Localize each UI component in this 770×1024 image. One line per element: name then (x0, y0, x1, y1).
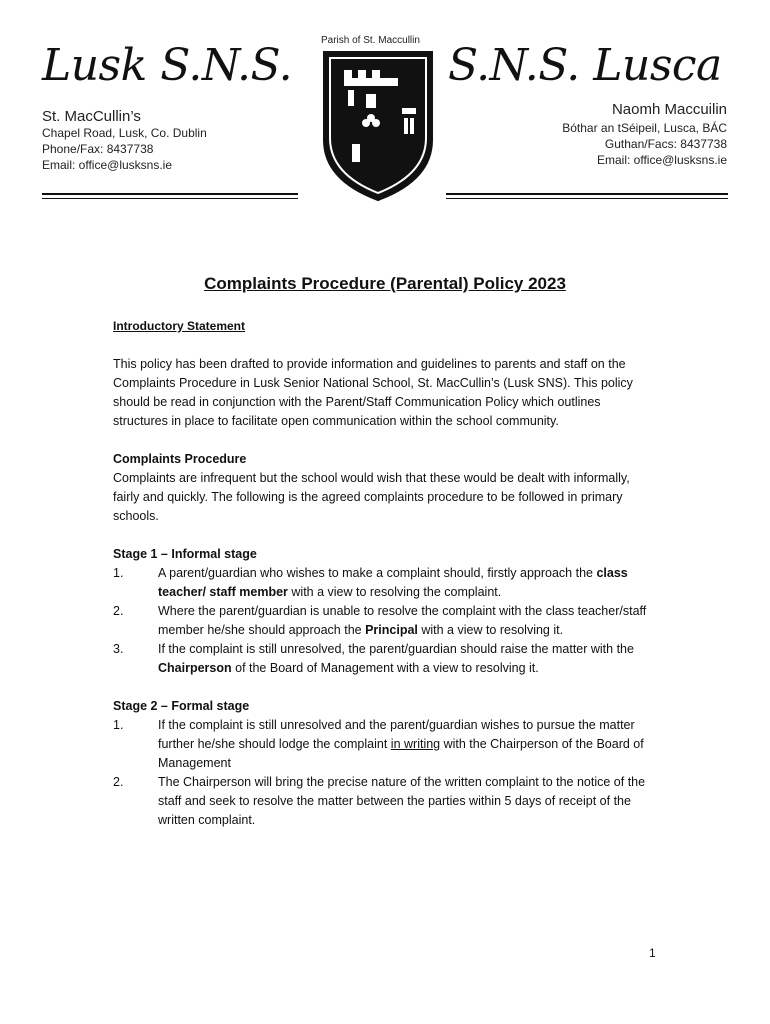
school-address-irish: Bóthar an tSéipeil, Lusca, BÁC (562, 121, 727, 135)
list-item (113, 602, 658, 640)
list-number: 2. (113, 775, 124, 789)
procedure-paragraph: Complaints are infrequent but the school would wish that these would be dealt with informally, fairly and quickly. The following is the agreed complaints procedure to be followed in primary schools. (113, 471, 630, 523)
list-text: The Chairperson will bring the precise nature of the written complaint to the notice of the staff and seek to resolve the matter between the parties within 5 days of receipt of the written complaint. (158, 775, 646, 827)
document-title: Complaints Procedure (Parental) Policy 2023 (204, 274, 566, 293)
list-number: 1. (113, 566, 124, 580)
school-phone-irish: Guthan/Facs: 8437738 (604, 137, 727, 151)
intro-paragraph: This policy has been drafted to provide information and guidelines to parents and staff on the Complaints Procedure in Lusk Senior National School, St. MacCullin’s (Lusk SNS). This policy should be read in conjunction with the Parent/Staff Communication Policy which outlines structures in place to facilitate open communication within the school community. (113, 357, 633, 428)
page-number: 1 (649, 946, 656, 960)
parish-crest-icon (318, 48, 438, 204)
list-text: If the complaint is still unresolved and the parent/guardian wishes to pursue the matter further he/she should lodge the complaint in writing with the Chairperson of the Board of Management (158, 718, 644, 770)
list-item (113, 640, 658, 678)
stage1-list (113, 564, 658, 678)
header-rule-right-thin (446, 198, 728, 199)
school-email-irish: Email: office@lusksns.ie (596, 153, 727, 167)
list-number: 1. (113, 718, 124, 732)
school-saint-name: St. MacCullin’s (42, 108, 141, 125)
procedure-heading: Complaints Procedure (113, 452, 247, 466)
school-name-irish: S.N.S. Lusca (448, 40, 722, 91)
stage2-list (113, 716, 658, 830)
list-text: Where the parent/guardian is unable to resolve the complaint with the class teacher/staff member he/she should approach the Principal with a view to resolving it. (158, 604, 647, 637)
header-rule-right (446, 193, 728, 195)
list-item (113, 564, 658, 602)
header-rule-left-thin (42, 198, 298, 199)
school-address: Chapel Road, Lusk, Co. Dublin (42, 126, 207, 140)
stage2-heading: Stage 2 – Formal stage (113, 699, 250, 713)
school-saint-name-irish: Naomh Maccuilin (611, 101, 727, 118)
stage1-heading: Stage 1 – Informal stage (113, 547, 257, 561)
intro-heading: Introductory Statement (113, 319, 246, 333)
school-name-english: Lusk S.N.S. (42, 40, 293, 91)
school-phone: Phone/Fax: 8437738 (42, 142, 154, 156)
list-text: A parent/guardian who wishes to make a complaint should, firstly approach the class teacher/ staff member with a view to resolving the complaint. (158, 566, 628, 599)
list-text: If the complaint is still unresolved, the parent/guardian should raise the matter with the Chairperson of the Board of Management with a view to resolving it. (158, 642, 634, 675)
crest-caption: Parish of St. Maccullin (321, 35, 420, 46)
list-number: 2. (113, 604, 124, 618)
header-rule-left (42, 193, 298, 195)
list-item (113, 716, 658, 773)
document-body (113, 317, 658, 830)
list-number: 3. (113, 642, 124, 656)
school-email: Email: office@lusksns.ie (42, 158, 173, 172)
list-item (113, 773, 658, 830)
